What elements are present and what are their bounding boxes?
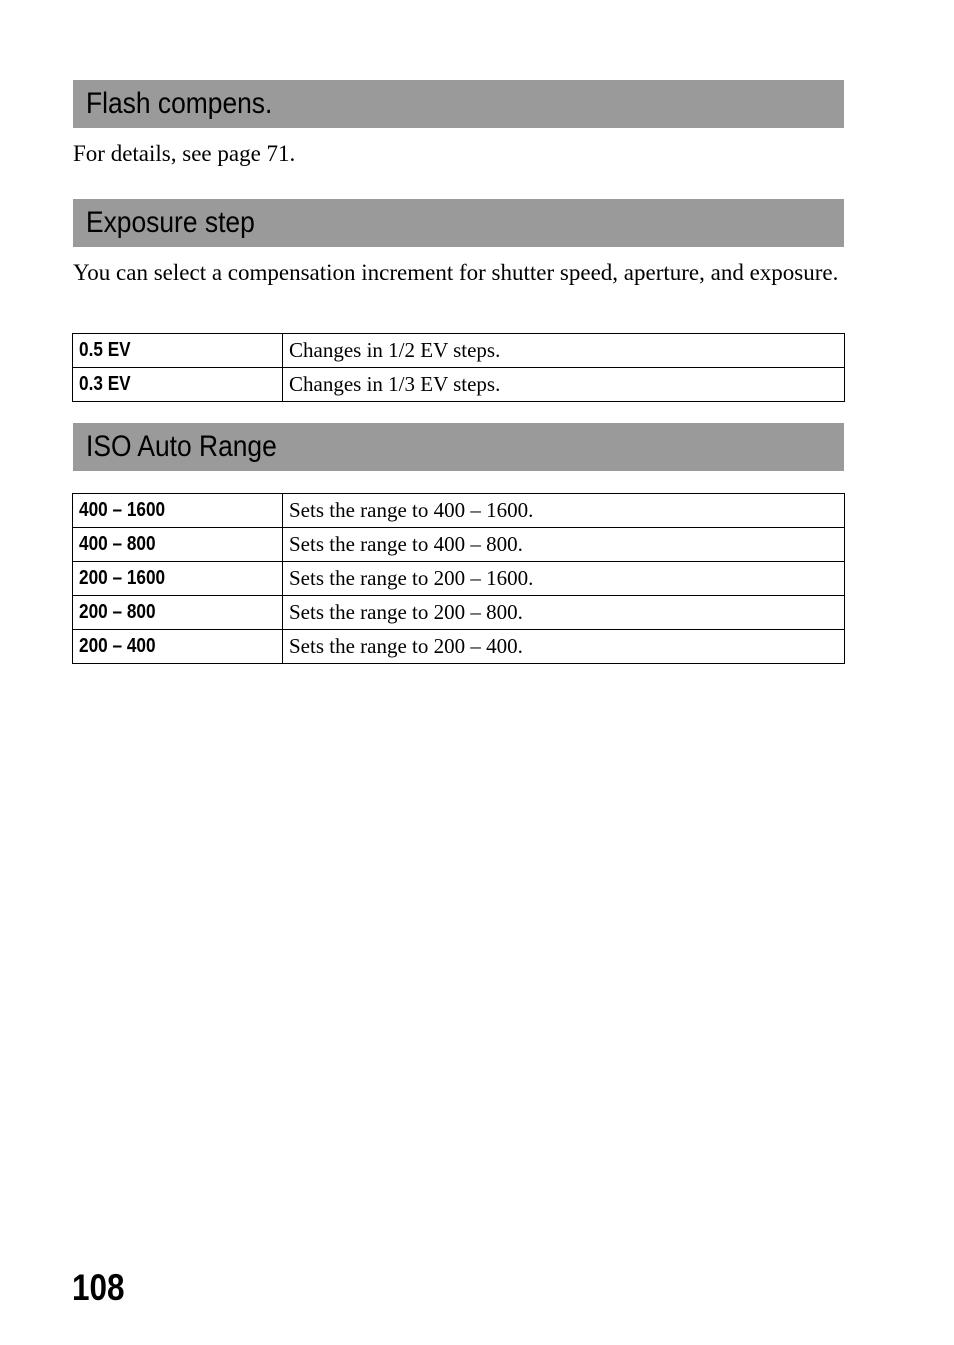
table-row — [73, 528, 845, 562]
option-label: 200 – 400 — [79, 635, 156, 657]
option-cell — [73, 528, 283, 562]
table-row — [73, 596, 845, 630]
option-cell — [73, 562, 283, 596]
page-number — [72, 1266, 134, 1310]
section-title: Flash compens. — [86, 87, 273, 120]
flash-compens-description: For details, see page 71. — [73, 141, 296, 166]
description-cell: Sets the range to 200 – 1600. — [283, 562, 845, 596]
section-title: ISO Auto Range — [86, 430, 277, 463]
section-header-flash-compens — [73, 80, 844, 128]
option-cell — [73, 630, 283, 664]
description-cell: Sets the range to 400 – 800. — [283, 528, 845, 562]
description-cell: Sets the range to 200 – 400. — [283, 630, 845, 664]
section-title: Exposure step — [86, 206, 255, 239]
option-label: 200 – 800 — [79, 601, 156, 623]
description-cell: Changes in 1/3 EV steps. — [283, 368, 845, 402]
section-header-exposure-step — [73, 199, 844, 247]
table-row — [73, 630, 845, 664]
description-cell: Changes in 1/2 EV steps. — [283, 334, 845, 368]
description-cell: Sets the range to 200 – 800. — [283, 596, 845, 630]
table-row — [73, 368, 845, 402]
section-header-iso-auto-range — [73, 423, 844, 471]
table-row — [73, 562, 845, 596]
table-row — [73, 334, 845, 368]
description-cell: Sets the range to 400 – 1600. — [283, 494, 845, 528]
option-cell — [73, 494, 283, 528]
page-number-text: 108 — [72, 1267, 125, 1308]
option-label: 400 – 1600 — [79, 499, 166, 521]
option-label: 0.3 EV — [79, 373, 131, 395]
option-label: 0.5 EV — [79, 339, 131, 361]
exposure-step-description: You can select a compensation increment for shutter speed, aperture, and exposure. — [73, 260, 839, 285]
exposure-step-table — [72, 333, 845, 402]
iso-auto-range-table — [72, 493, 845, 664]
table-row — [73, 494, 845, 528]
option-label: 400 – 800 — [79, 533, 156, 555]
option-label: 200 – 1600 — [79, 567, 166, 589]
option-cell — [73, 596, 283, 630]
option-cell — [73, 368, 283, 402]
option-cell — [73, 334, 283, 368]
